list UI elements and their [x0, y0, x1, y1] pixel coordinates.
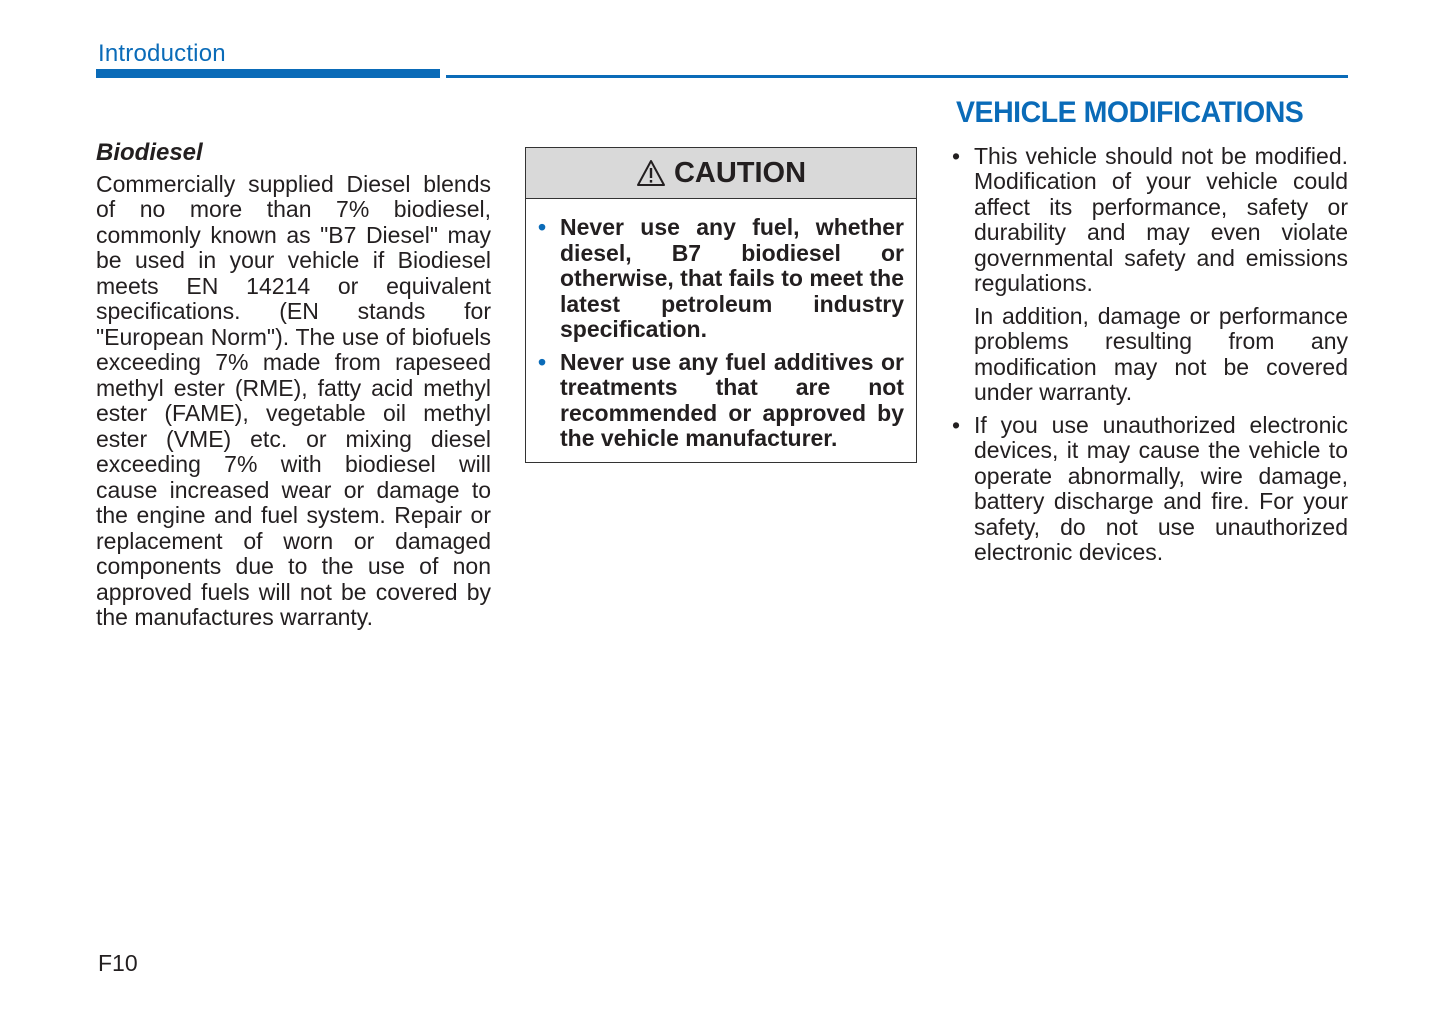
page-number: F10 — [98, 950, 138, 976]
caution-item-text: Never use any fuel additives or treatments that are not recommended or approved by the vehicle manufacturer. — [560, 348, 904, 451]
modification-text: This vehicle should not be modified. Modification of your vehicle could affect its performance, safety or durability and may even violate governmental safety and emissions regulations. — [974, 142, 1348, 296]
caution-item — [538, 215, 904, 343]
header-rule-thin — [446, 75, 1348, 78]
modifications-list — [952, 144, 1348, 566]
caution-box — [525, 147, 917, 463]
caution-title: CAUTION — [673, 156, 807, 189]
bullet-icon: • — [538, 214, 547, 240]
bullet-icon: • — [952, 411, 961, 438]
caution-header — [526, 148, 916, 199]
modifications-heading: VEHICLE MODIFICATIONS — [956, 96, 1304, 129]
bullet-icon: • — [538, 348, 547, 375]
header-rule-thick — [96, 69, 440, 78]
caution-list — [526, 199, 916, 452]
modification-item — [952, 144, 1348, 406]
biodiesel-heading: Biodiesel — [96, 139, 203, 166]
biodiesel-column — [96, 140, 491, 631]
modifications-column — [952, 96, 1348, 573]
bullet-icon: • — [952, 142, 961, 169]
modification-item — [952, 413, 1348, 566]
warning-triangle-icon — [636, 159, 666, 187]
section-title: Introduction — [98, 40, 226, 67]
modification-text: If you use unauthorized electronic devices, it may cause the vehicle to operate abnormally, wire damage, battery discharge and fire. For your safety, do not use unauthorized electronic devices. — [974, 411, 1348, 565]
modification-continuation: In addition, damage or performance problems resulting from any modification may not be covered under warranty. — [974, 302, 1348, 405]
caution-item-text: Never use any fuel, whether diesel, B7 biodiesel or otherwise, that fails to meet the latest petroleum industry specification. — [560, 214, 904, 342]
biodiesel-body: Commercially supplied Diesel blends of no more than 7% biodiesel, commonly known as "B7 Diesel" may be used in your vehicle if Biodiesel meets EN 14214 or equivalent specifications. (EN stands for "European Norm"). The use of biofuels exceeding 7% made from rapeseed methyl ester (RME), fatty acid methyl ester (FAME), vegetable oil methyl ester (VME) etc. or mixing diesel exceeding 7% with biodiesel will cause increased wear or damage to the engine and fuel system. Repair or replacement of worn or damaged components due to the use of non approved fuels will not be covered by the manufactures warranty. — [96, 170, 491, 630]
caution-item — [538, 350, 904, 452]
